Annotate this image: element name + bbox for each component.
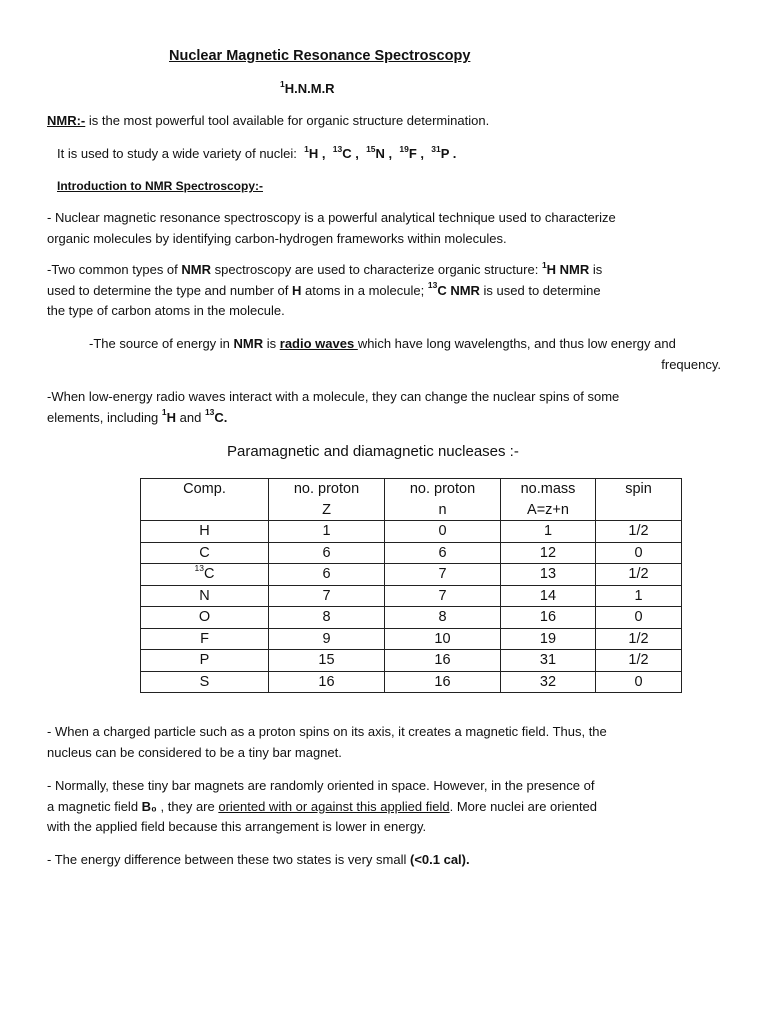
header-cell-spin xyxy=(596,479,682,521)
table-row xyxy=(141,564,682,586)
n-cell: 16 xyxy=(385,650,501,672)
comp-cell: P xyxy=(141,650,269,672)
z-cell: 9 xyxy=(269,628,385,650)
header-line: no.mass xyxy=(520,481,576,497)
z-cell: 6 xyxy=(269,564,385,586)
nucleus-sup: 15 xyxy=(366,143,376,154)
paragraph-orientation xyxy=(47,776,727,838)
n-cell: 10 xyxy=(385,628,501,650)
header-line: Comp. xyxy=(183,481,226,497)
header-cell-comp xyxy=(141,479,269,521)
paragraph-line xyxy=(47,260,727,281)
z-cell: 7 xyxy=(269,585,385,607)
bold-run: H NMR xyxy=(546,262,590,277)
mass-cell: 13 xyxy=(501,564,596,586)
mass-cell: 31 xyxy=(501,650,596,672)
n-cell: 16 xyxy=(385,671,501,693)
comp-cell: F xyxy=(141,628,269,650)
bold-run: C. xyxy=(214,409,228,425)
spin-cell: 1/2 xyxy=(596,521,682,543)
header-cell-mass xyxy=(501,479,596,521)
table-row xyxy=(141,607,682,629)
z-cell: 8 xyxy=(269,607,385,629)
nucleus-sup: 19 xyxy=(399,143,409,154)
mass-cell: 16 xyxy=(501,607,596,629)
spin-cell: 1/2 xyxy=(596,650,682,672)
text-run: atoms in a molecule; xyxy=(301,282,428,298)
paragraph-line xyxy=(47,797,727,818)
bold-run: B₀ xyxy=(141,798,157,814)
paragraph-line: nucleus can be considered to be a tiny bar magnet. xyxy=(47,744,342,760)
z-cell: 6 xyxy=(269,542,385,564)
bold-run: H xyxy=(166,409,177,425)
paragraph-line xyxy=(47,281,727,302)
underlined-run: oriented with or against this applied field xyxy=(218,798,450,814)
comp-cell: C xyxy=(141,542,269,564)
header-line: A=z+n xyxy=(527,501,569,518)
paragraph-line xyxy=(47,408,727,429)
bold-run: NMR xyxy=(233,336,264,351)
nuclei-prefix: It is used to study a wide variety of nuclei: xyxy=(57,146,297,161)
paragraph-line: - Normally, these tiny bar magnets are randomly oriented in space. However, in the presence of xyxy=(47,778,595,793)
comp-cell: S xyxy=(141,671,269,693)
paragraph-line: - When a charged particle such as a proton spins on its axis, it creates a magnetic field. Thus, the xyxy=(47,724,607,739)
spin-cell: 1/2 xyxy=(596,628,682,650)
table-row xyxy=(141,628,682,650)
paragraph-bar-magnet xyxy=(47,722,727,763)
intro-heading: Introduction to NMR Spectroscopy:- xyxy=(57,179,263,193)
paragraph-line xyxy=(89,334,721,355)
text-run: -The source of energy in xyxy=(89,336,234,351)
table-row xyxy=(141,585,682,607)
superscript: 13 xyxy=(427,280,438,291)
text-run: is xyxy=(589,262,603,277)
text-run: -Two common types of xyxy=(47,262,182,277)
nucleus-symbol: P . xyxy=(440,146,457,161)
nmr-definition xyxy=(47,111,727,132)
spin-cell: 1 xyxy=(596,585,682,607)
n-cell: 7 xyxy=(385,564,501,586)
n-cell: 0 xyxy=(385,521,501,543)
spin-cell: 0 xyxy=(596,542,682,564)
subtitle xyxy=(280,79,335,100)
text-run: is used to determine xyxy=(479,282,601,298)
paragraph-nmr-types xyxy=(47,260,727,322)
page-title: Nuclear Magnetic Resonance Spectroscopy xyxy=(169,48,471,64)
z-cell: 16 xyxy=(269,671,385,693)
text-run: , they are xyxy=(156,798,219,814)
spin-cell: 1/2 xyxy=(596,564,682,586)
table-caption: Paramagnetic and diamagnetic nucleases :- xyxy=(227,443,519,460)
nmr-term: NMR:- xyxy=(47,113,86,128)
underlined-run: radio waves xyxy=(279,336,358,351)
bold-run: C NMR xyxy=(437,282,480,298)
comp-cell: $^{13}$C xyxy=(141,564,269,586)
z-cell: 15 xyxy=(269,650,385,672)
bold-run: NMR xyxy=(181,262,211,277)
nucleus-sup: 31 xyxy=(431,143,441,154)
nuclei-table xyxy=(140,478,682,693)
bold-run: H xyxy=(292,282,302,298)
table-row xyxy=(141,542,682,564)
paragraph-line: with the applied field because this arrangement is lower in energy. xyxy=(47,819,427,834)
text-run: - The energy difference between these two states is very small xyxy=(47,852,410,867)
superscript: 13 xyxy=(194,563,204,574)
n-cell: 7 xyxy=(385,585,501,607)
text-run: a magnetic field xyxy=(47,798,142,814)
comp-cell: O xyxy=(141,607,269,629)
header-cell-z xyxy=(269,479,385,521)
mass-cell: 1 xyxy=(501,521,596,543)
nucleus-sup: 1 xyxy=(304,143,309,154)
header-line: no. proton xyxy=(293,481,360,497)
bold-run: (<0.1 cal). xyxy=(409,852,470,867)
paragraph-line: frequency. xyxy=(661,356,721,372)
table-row xyxy=(141,671,682,693)
text-run: which have long wavelengths, and thus low energy and xyxy=(357,336,676,351)
text-run: is xyxy=(263,336,280,351)
paragraph-line: the type of carbon atoms in the molecule. xyxy=(47,303,285,318)
subtitle-sup: 1 xyxy=(280,78,285,89)
header-cell-n xyxy=(385,479,501,521)
n-cell: 6 xyxy=(385,542,501,564)
subtitle-text: H.N.M.R xyxy=(284,81,335,96)
text-run: . More nuclei are oriented xyxy=(449,798,598,814)
spin-cell: 0 xyxy=(596,671,682,693)
table-row xyxy=(141,521,682,543)
text-run: elements, including xyxy=(47,409,162,425)
z-cell: 1 xyxy=(269,521,385,543)
comp-cell: H xyxy=(141,521,269,543)
superscript: 13 xyxy=(204,407,215,418)
nucleus-symbol: C , xyxy=(342,146,359,161)
paragraph-line: - Nuclear magnetic resonance spectroscopy is a powerful analytical technique used to characterize xyxy=(47,210,616,225)
superscript: 1 xyxy=(541,259,547,270)
mass-cell: 14 xyxy=(501,585,596,607)
text-run: and xyxy=(176,409,205,425)
paragraph-energy-difference xyxy=(47,850,727,871)
paragraph-line: -When low-energy radio waves interact with a molecule, they can change the nuclear spins of some xyxy=(47,389,620,404)
table-row xyxy=(141,650,682,672)
mass-cell: 12 xyxy=(501,542,596,564)
header-line: no. proton xyxy=(409,481,476,497)
header-line: Z xyxy=(322,501,331,518)
nucleus-sup: 13 xyxy=(332,143,343,154)
mass-cell: 19 xyxy=(501,628,596,650)
comp-cell: N xyxy=(141,585,269,607)
text-run: used to determine the type and number of xyxy=(47,282,292,298)
paragraph-energy-source xyxy=(89,334,721,375)
paragraph-intro xyxy=(47,208,727,249)
header-line: n xyxy=(438,501,447,518)
header-line: spin xyxy=(625,481,652,497)
n-cell: 8 xyxy=(385,607,501,629)
nucleus-symbol: N , xyxy=(375,146,393,161)
text-run: spectroscopy are used to characterize organic structure: xyxy=(211,262,542,277)
spin-cell: 0 xyxy=(596,607,682,629)
superscript: 1 xyxy=(161,407,167,418)
nuclei-line xyxy=(57,144,456,165)
nmr-definition-text: is the most powerful tool available for organic structure determination. xyxy=(85,113,490,128)
mass-cell: 32 xyxy=(501,671,596,693)
nucleus-symbol: H , xyxy=(308,146,326,161)
table-header-row xyxy=(141,479,682,521)
paragraph-radio-waves xyxy=(47,387,727,428)
paragraph-line: organic molecules by identifying carbon-hydrogen frameworks within molecules. xyxy=(47,230,507,246)
nucleus-symbol: F , xyxy=(408,146,425,161)
